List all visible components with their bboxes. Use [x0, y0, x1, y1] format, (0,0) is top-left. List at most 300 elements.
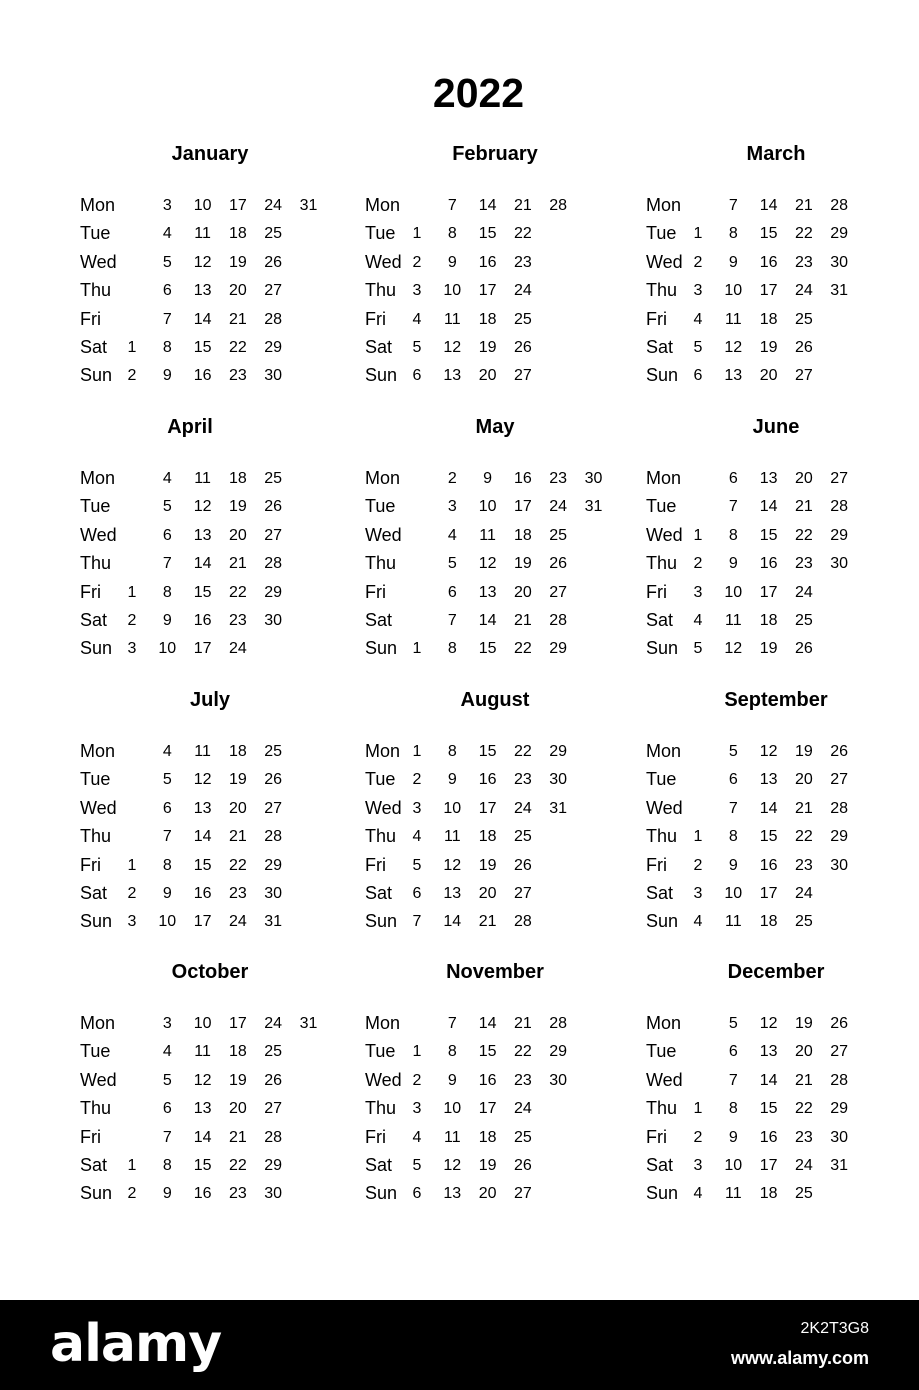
date-cell: 18 — [228, 1043, 247, 1061]
date-cell: 3 — [447, 498, 457, 516]
date-cell: 25 — [513, 828, 532, 846]
date-cell: 12 — [193, 253, 212, 271]
date-cell: 17 — [193, 640, 212, 658]
date-cell: 7 — [162, 555, 172, 573]
date-cell: 28 — [830, 1071, 849, 1089]
day-label: Fri — [646, 581, 667, 602]
date-cell: 19 — [228, 498, 247, 516]
date-cell: 9 — [447, 253, 457, 271]
day-label: Mon — [646, 1013, 682, 1033]
date-cell: 11 — [724, 310, 742, 328]
day-label: Wed — [646, 1069, 683, 1090]
date-cell: 4 — [693, 913, 703, 931]
date-cell: 8 — [728, 225, 738, 243]
date-cell: 17 — [228, 1015, 247, 1032]
date-cell: 19 — [478, 856, 497, 874]
date-cell: 28 — [830, 498, 849, 516]
date-cell: 28 — [830, 799, 849, 817]
date-cell: 17 — [759, 583, 778, 601]
day-label: Fri — [646, 854, 667, 875]
date-cell: 31 — [264, 913, 283, 931]
date-cell: 23 — [228, 885, 247, 902]
date-cell: 25 — [549, 526, 568, 544]
date-cell: 4 — [162, 1043, 172, 1061]
date-cell: 28 — [549, 612, 568, 629]
date-cell: 2 — [693, 856, 703, 874]
date-cell: 17 — [759, 282, 778, 300]
date-cell: 10 — [724, 583, 743, 601]
day-label: Thu — [646, 1098, 678, 1119]
date-cell: 8 — [447, 1043, 457, 1061]
date-cell: 10 — [158, 913, 177, 931]
date-cell: 27 — [830, 1043, 849, 1061]
date-cell: 15 — [478, 1043, 497, 1061]
date-cell: 6 — [162, 1100, 172, 1118]
date-cell: 20 — [478, 367, 497, 385]
day-label: Thu — [365, 1098, 397, 1119]
month-name: April — [167, 416, 213, 438]
date-cell: 3 — [127, 913, 137, 931]
day-label: Tue — [365, 769, 396, 790]
date-cell: 21 — [794, 498, 813, 516]
day-label: Thu — [80, 280, 112, 301]
date-cell: 4 — [412, 828, 422, 846]
date-cell: 24 — [549, 498, 568, 516]
date-cell: 18 — [478, 1128, 497, 1146]
date-cell: 26 — [549, 555, 568, 573]
date-cell: 13 — [193, 526, 212, 544]
date-cell: 3 — [412, 282, 422, 300]
date-cell: 22 — [794, 828, 813, 846]
date-cell: 3 — [412, 1100, 422, 1118]
month-name: June — [752, 416, 800, 438]
date-cell: 29 — [264, 583, 283, 601]
date-cell: 23 — [549, 470, 568, 487]
date-cell: 14 — [759, 197, 778, 214]
day-label: Fri — [365, 581, 386, 602]
day-label: Fri — [80, 308, 101, 329]
date-cell: 9 — [162, 367, 172, 385]
date-cell: 23 — [794, 856, 813, 874]
date-cell: 2 — [127, 885, 137, 902]
date-cell: 14 — [193, 310, 212, 328]
day-label: Sat — [80, 337, 108, 357]
date-cell: 21 — [228, 828, 247, 846]
date-cell: 26 — [794, 640, 813, 658]
day-label: Wed — [365, 524, 402, 545]
date-cell: 24 — [264, 1015, 283, 1032]
date-cell: 2 — [693, 555, 703, 573]
date-cell: 26 — [264, 253, 283, 271]
date-cell: 19 — [478, 1157, 497, 1174]
date-cell: 17 — [478, 1100, 497, 1118]
month-march — [646, 142, 916, 392]
day-label: Wed — [365, 797, 402, 818]
day-label: Mon — [365, 195, 401, 215]
date-cell: 6 — [693, 367, 703, 385]
date-cell: 27 — [830, 470, 849, 487]
date-cell: 23 — [513, 1071, 532, 1089]
day-label: Sun — [365, 365, 398, 386]
date-cell: 28 — [549, 197, 568, 214]
date-cell: 24 — [794, 1157, 813, 1174]
site-url: www.alamy.com — [730, 1348, 869, 1368]
date-cell: 5 — [412, 856, 422, 874]
date-cell: 27 — [830, 771, 849, 789]
date-cell: 8 — [447, 743, 457, 760]
date-cell: 19 — [478, 339, 497, 356]
date-cell: 16 — [193, 367, 212, 385]
date-cell: 15 — [193, 583, 212, 601]
date-cell: 3 — [162, 1015, 172, 1032]
date-cell: 11 — [443, 1128, 461, 1146]
date-cell: 26 — [513, 1157, 532, 1174]
date-cell: 18 — [228, 470, 247, 487]
month-name: February — [452, 143, 538, 165]
date-cell: 12 — [759, 1015, 778, 1032]
date-cell: 20 — [513, 583, 532, 601]
day-label: Sat — [365, 337, 393, 357]
date-cell: 25 — [264, 743, 283, 760]
date-cell: 6 — [412, 885, 422, 902]
date-cell: 12 — [478, 555, 497, 573]
date-cell: 4 — [693, 612, 703, 629]
date-cell: 4 — [693, 1185, 703, 1203]
month-name: November — [446, 961, 544, 983]
day-label: Sat — [646, 610, 674, 630]
date-cell: 30 — [830, 856, 849, 874]
date-cell: 27 — [264, 526, 283, 544]
day-label: Mon — [646, 741, 682, 761]
date-cell: 24 — [228, 913, 247, 931]
month-name: August — [460, 689, 530, 711]
date-cell: 31 — [830, 1157, 849, 1174]
date-cell: 26 — [264, 498, 283, 516]
month-name: May — [475, 416, 515, 438]
date-cell: 22 — [513, 640, 532, 658]
date-cell: 22 — [794, 526, 813, 544]
date-cell: 1 — [693, 1100, 703, 1118]
date-cell: 16 — [513, 470, 532, 487]
date-cell: 30 — [264, 1185, 283, 1203]
watermark-footer — [0, 1300, 919, 1390]
month-name: October — [171, 961, 249, 983]
day-label: Mon — [80, 741, 116, 761]
date-cell: 4 — [162, 470, 172, 487]
date-cell: 12 — [443, 1157, 462, 1174]
date-cell: 5 — [162, 771, 172, 789]
date-cell: 9 — [728, 856, 738, 874]
date-cell: 20 — [228, 526, 247, 544]
date-cell: 19 — [513, 555, 532, 573]
date-cell: 13 — [478, 583, 497, 601]
date-cell: 22 — [228, 1157, 247, 1174]
date-cell: 10 — [478, 498, 497, 516]
date-cell: 5 — [162, 253, 172, 271]
date-cell: 11 — [194, 1043, 211, 1061]
date-cell: 29 — [830, 225, 849, 243]
day-label: Thu — [80, 826, 112, 847]
day-label: Tue — [80, 1041, 111, 1062]
day-label: Wed — [80, 797, 117, 818]
date-cell: 4 — [412, 1128, 422, 1146]
date-cell: 23 — [794, 555, 813, 573]
date-cell: 13 — [759, 771, 778, 789]
date-cell: 8 — [728, 1100, 738, 1118]
date-cell: 11 — [194, 743, 211, 760]
date-cell: 16 — [478, 771, 497, 789]
date-cell: 12 — [724, 640, 743, 658]
date-cell: 19 — [228, 771, 247, 789]
date-cell: 14 — [193, 1128, 212, 1146]
day-label: Thu — [646, 280, 678, 301]
date-cell: 16 — [759, 856, 778, 874]
date-cell: 22 — [513, 743, 532, 760]
date-cell: 9 — [483, 470, 493, 487]
date-cell: 5 — [412, 339, 422, 356]
day-label: Mon — [365, 1013, 401, 1033]
day-label: Fri — [80, 581, 101, 602]
day-label: Wed — [80, 251, 117, 272]
date-cell: 7 — [447, 612, 457, 629]
date-cell: 29 — [264, 339, 283, 356]
date-cell: 26 — [830, 743, 849, 760]
date-cell: 20 — [228, 1100, 247, 1118]
date-cell: 29 — [830, 526, 849, 544]
date-cell: 25 — [794, 1185, 813, 1203]
date-cell: 28 — [264, 828, 283, 846]
day-label: Sun — [365, 1183, 398, 1204]
day-label: Sat — [80, 1155, 108, 1175]
date-cell: 30 — [830, 1128, 849, 1146]
date-cell: 8 — [162, 1157, 172, 1174]
day-label: Sun — [646, 1183, 679, 1204]
date-cell: 3 — [412, 799, 422, 817]
day-label: Sat — [646, 337, 674, 357]
date-cell: 28 — [264, 555, 283, 573]
date-cell: 31 — [299, 197, 318, 214]
date-cell: 7 — [162, 310, 172, 328]
day-label: Wed — [646, 524, 683, 545]
date-cell: 9 — [162, 1185, 172, 1203]
date-cell: 29 — [549, 640, 568, 658]
date-cell: 27 — [794, 367, 813, 385]
day-label: Sat — [365, 883, 393, 903]
day-label: Wed — [646, 797, 683, 818]
date-cell: 18 — [228, 743, 247, 760]
date-cell: 3 — [693, 282, 703, 300]
date-cell: 5 — [162, 498, 172, 516]
date-cell: 2 — [447, 470, 457, 487]
date-cell: 23 — [513, 771, 532, 789]
month-name: July — [189, 689, 231, 711]
date-cell: 6 — [162, 282, 172, 300]
date-cell: 10 — [724, 282, 743, 300]
date-cell: 13 — [759, 1043, 778, 1061]
date-cell: 26 — [830, 1015, 849, 1032]
date-cell: 10 — [443, 1100, 462, 1118]
date-cell: 24 — [264, 197, 283, 214]
date-cell: 14 — [478, 1015, 497, 1032]
date-cell: 18 — [513, 526, 532, 544]
date-cell: 29 — [549, 743, 568, 760]
date-cell: 16 — [193, 612, 212, 629]
date-cell: 14 — [759, 1071, 778, 1089]
day-label: Tue — [80, 496, 111, 517]
date-cell: 29 — [830, 1100, 849, 1118]
day-label: Thu — [365, 280, 397, 301]
month-january — [80, 142, 350, 392]
day-label: Thu — [80, 553, 112, 574]
date-cell: 1 — [127, 339, 137, 356]
date-cell: 9 — [728, 1128, 738, 1146]
date-cell: 4 — [693, 310, 703, 328]
day-label: Thu — [646, 553, 678, 574]
date-cell: 6 — [447, 583, 457, 601]
month-name: December — [727, 961, 825, 983]
date-cell: 12 — [193, 771, 212, 789]
month-june — [646, 415, 916, 665]
date-cell: 27 — [513, 885, 532, 902]
date-cell: 17 — [478, 282, 497, 300]
date-cell: 20 — [759, 367, 778, 385]
date-cell: 5 — [447, 555, 457, 573]
month-july — [80, 688, 350, 938]
date-cell: 12 — [759, 743, 778, 760]
date-cell: 15 — [478, 743, 497, 760]
date-cell: 21 — [228, 1128, 247, 1146]
date-cell: 4 — [412, 310, 422, 328]
month-november — [365, 960, 635, 1210]
date-cell: 24 — [794, 885, 813, 902]
date-cell: 30 — [584, 470, 603, 487]
month-name: March — [746, 143, 806, 165]
date-cell: 20 — [478, 885, 497, 902]
alamy-logo: alamy — [50, 1314, 222, 1374]
date-cell: 25 — [513, 310, 532, 328]
date-cell: 8 — [162, 856, 172, 874]
date-cell: 8 — [162, 583, 172, 601]
date-cell: 30 — [264, 612, 283, 629]
date-cell: 23 — [794, 1128, 813, 1146]
date-cell: 12 — [724, 339, 743, 356]
day-label: Thu — [80, 1098, 112, 1119]
date-cell: 6 — [412, 1185, 422, 1203]
day-label: Fri — [80, 854, 101, 875]
date-cell: 27 — [549, 583, 568, 601]
date-cell: 4 — [162, 225, 172, 243]
date-cell: 6 — [728, 470, 738, 487]
date-cell: 1 — [127, 856, 137, 874]
date-cell: 23 — [228, 612, 247, 629]
date-cell: 2 — [693, 1128, 703, 1146]
date-cell: 10 — [443, 799, 462, 817]
date-cell: 16 — [193, 885, 212, 902]
date-cell: 12 — [193, 1071, 212, 1089]
month-august — [365, 688, 635, 938]
date-cell: 7 — [728, 1071, 738, 1089]
date-cell: 5 — [412, 1157, 422, 1174]
date-cell: 26 — [264, 1071, 283, 1089]
date-cell: 17 — [228, 197, 247, 214]
date-cell: 16 — [193, 1185, 212, 1203]
day-label: Wed — [80, 1069, 117, 1090]
date-cell: 7 — [728, 197, 738, 214]
date-cell: 17 — [513, 498, 532, 516]
date-cell: 29 — [549, 1043, 568, 1061]
date-cell: 11 — [194, 470, 211, 487]
day-label: Tue — [646, 1041, 677, 1062]
day-label: Tue — [646, 223, 677, 244]
date-cell: 11 — [194, 225, 211, 243]
date-cell: 31 — [549, 799, 568, 817]
day-label: Tue — [80, 769, 111, 790]
date-cell: 13 — [724, 367, 743, 385]
day-label: Tue — [80, 223, 111, 244]
date-cell: 1 — [127, 583, 137, 601]
date-cell: 28 — [549, 1015, 568, 1032]
date-cell: 25 — [264, 1043, 283, 1061]
month-may — [365, 415, 635, 665]
date-cell: 13 — [759, 470, 778, 487]
day-label: Sat — [646, 883, 674, 903]
day-label: Thu — [365, 553, 397, 574]
date-cell: 1 — [693, 225, 703, 243]
date-cell: 19 — [759, 339, 778, 356]
month-name: September — [724, 689, 828, 711]
date-cell: 15 — [759, 1100, 778, 1118]
date-cell: 21 — [228, 310, 247, 328]
day-label: Sun — [646, 365, 679, 386]
date-cell: 23 — [513, 253, 532, 271]
date-cell: 21 — [794, 1071, 813, 1089]
date-cell: 21 — [513, 197, 532, 214]
date-cell: 11 — [724, 1185, 742, 1203]
date-cell: 16 — [478, 1071, 497, 1089]
date-cell: 27 — [264, 799, 283, 817]
day-label: Mon — [646, 195, 682, 215]
date-cell: 12 — [443, 339, 462, 356]
date-cell: 23 — [228, 1185, 247, 1203]
date-cell: 9 — [162, 612, 172, 629]
date-cell: 15 — [759, 828, 778, 846]
day-label: Fri — [646, 1126, 667, 1147]
date-cell: 11 — [724, 612, 742, 629]
date-cell: 21 — [513, 612, 532, 629]
date-cell: 18 — [759, 612, 778, 629]
date-cell: 25 — [264, 470, 283, 487]
day-label: Wed — [646, 251, 683, 272]
date-cell: 22 — [794, 1100, 813, 1118]
date-cell: 8 — [728, 526, 738, 544]
date-cell: 9 — [728, 253, 738, 271]
date-cell: 2 — [127, 612, 137, 629]
day-label: Tue — [646, 496, 677, 517]
date-cell: 2 — [127, 367, 137, 385]
date-cell: 8 — [162, 339, 172, 356]
date-cell: 8 — [447, 225, 457, 243]
date-cell: 2 — [412, 253, 422, 271]
date-cell: 15 — [478, 225, 497, 243]
date-cell: 1 — [412, 225, 422, 243]
day-label: Sun — [365, 911, 398, 932]
date-cell: 23 — [228, 367, 247, 385]
day-label: Sat — [365, 1155, 393, 1175]
date-cell: 27 — [264, 282, 283, 300]
date-cell: 15 — [759, 225, 778, 243]
date-cell: 20 — [794, 470, 813, 487]
date-cell: 9 — [447, 1071, 457, 1089]
